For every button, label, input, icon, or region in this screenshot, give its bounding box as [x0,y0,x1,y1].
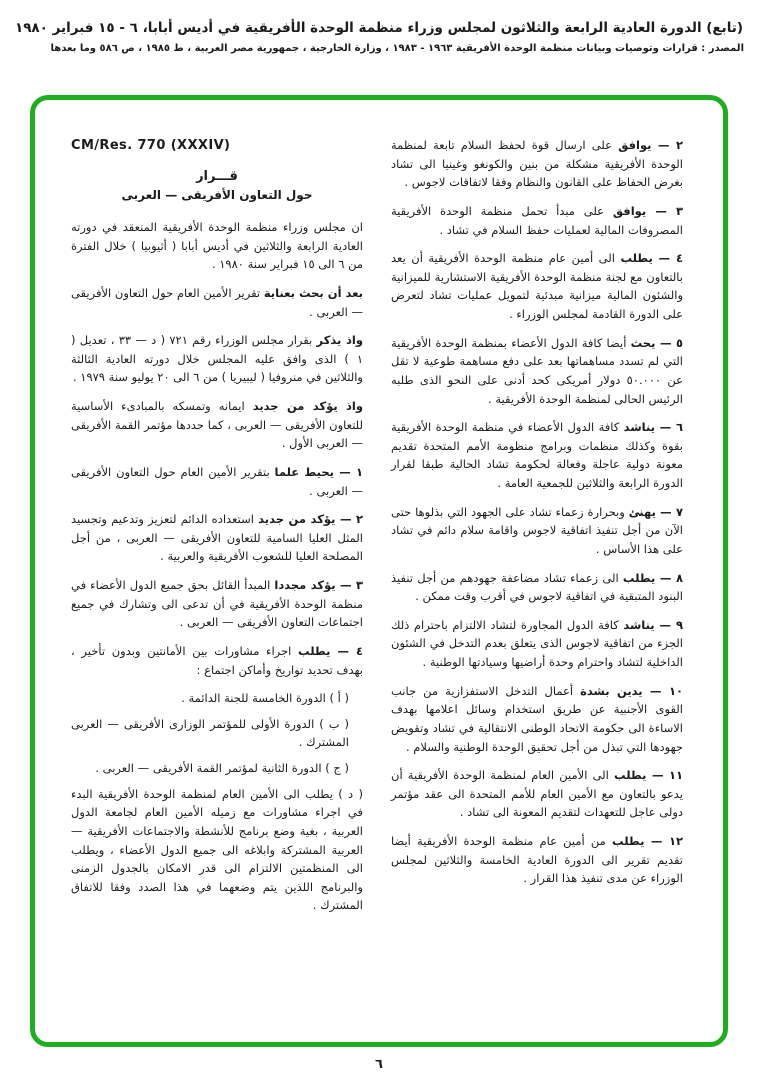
resolution-clause [71,510,363,566]
clause-text: الى الأمين العام لمنظمة الوحدة الأفريقية أن يدعو بالتعاون مع الأمين العام للأمم المتحدة الى عقد مؤتمر دولى عاجل للتعهدات لتقديم المعونة الى تشاد . [391,768,683,820]
clause-lead: ٩ — يناشد [623,617,683,632]
clause-text: ( ج ) الدورة الثانية لمؤتمر القمة الأفريقى — العربى . [95,761,349,775]
resolution-clause [71,642,363,679]
resolution-clause [71,397,363,453]
clause-text: على ارسال قوة لحفظ السلام تابعة لمنظمة الوحدة الأفريقية مشكلة من بنين والكونغو وغينيا الى تشاد بغرض الحفاظ على القانون والنظام وفقا لاتفاقات لاجوس . [391,138,683,190]
clause-text: ( أ ) الدورة الخامسة للجنة الدائمة . [181,691,349,706]
resolution-clause [71,284,363,321]
header-source-line: المصدر : قرارات وتوصيات وبيانات منظمة الوحدة الأفريقية ١٩٦٣ - ١٩٨٣ ، وزارة الخارجية ، جمهورية مصر العربية ، ط ١٩٨٥ ، ص ٥٨٦ وما بعدها [50,43,744,54]
resolution-clause [391,249,683,324]
clause-text: اجراء مشاورات بين الأمانتين وبدون تأخير ، بهدف تحديد تواريخ وأماكن اجتماع : [71,643,363,677]
clause-lead: ١٠ — يدين بشدة [580,683,683,698]
clause-text: المبدأ القائل بحق جميع الدول الأعضاء في منظمة الوحدة الأفريقية في أن تدعى الى وتشارك في جميع اجتماعات التعاون الأفريقى — العربى . [71,578,363,630]
clause-text: استعداده الدائم لتعزيز وتدعيم وتجسيد المثل العليا السامية للتعاون الأفريقى — العربى ، من أجل المصلحة العليا للشعوب الأفريقية والعربية . [71,512,363,564]
header-session-title: (تابع) الدورة العادية الرابعة والثلاثون لمجلس وزراء منظمة الوحدة الأفريقية في أديس أبابا، ٦ - ١٥ فبراير ١٩٨٠ [14,20,744,36]
clause-lead: ٣ — يؤكد مجددا [274,578,364,592]
resolution-clause [391,136,683,192]
resolution-clause [71,576,363,632]
left-column-resolution-770 [71,136,363,1024]
resolution-clause [391,418,683,493]
clause-lead: ٣ — يوافق [612,203,683,218]
clause-lead: ٢ — يؤكد من جديد [258,512,364,527]
clause-lead: ١١ — يطلب [614,768,684,783]
resolution-clause [391,766,683,822]
clause-lead: ٤ — يطلب [620,251,683,266]
resolution-clause [71,331,363,387]
clause-text: ( د ) يطلب الى الأمين العام لمنظمة الوحدة الأفريقية البدء في اجراء مشاورات مع زميله الأمين العام لجامعة الدول العربية ، بغية وضع برنامج للأنشطة والاجتماعات الأفريقية — العربية المشتركة وابلاغه الى جميع الدول الأعضاء ، ويطلب الى المنظمتين الالتزام الى قدر الامكان بالجدول الزمنى والبرنامج اللذين يتم وضعهما في هذا الصدد وفقا للاتفاق المشترك . [71,786,363,913]
resolution-clause [391,503,683,559]
resolution-clause [391,682,683,757]
resolution-clause [391,616,683,672]
clause-lead: ٦ — يناشد [623,420,683,435]
resolution-clause [71,218,363,274]
clause-text: ان مجلس وزراء منظمة الوحدة الأفريقية المنعقد في دورته العادية الرابعة والثلاثين في أديس أبابا ( أثيوبيا ) خلال الفترة من ٦ الى ١٥ فبراير سنة ١٩٨٠ . [71,220,363,272]
clause-lead: ٨ — يطلب [622,570,683,585]
resolution-clause [391,334,683,409]
clause-lead: ٤ — يطلب [298,643,364,658]
clause-text: ايمانه وتمسكه بالمبادىء الأساسية للتعاون الأفريقى — العربى ، كما حددها مؤتمر القمة الأفريقى — العربى الأول . [71,399,363,451]
clause-lead: واذ يؤكد من جديد [252,399,363,413]
right-column-resolution-continuation [391,136,683,1024]
clause-text: من أمين عام منظمة الوحدة الأفريقية أيضا تقديم تقرير الى الدورة العادية الخامسة والثلاثين لمجلس الوزراء عن مدى تنفيذ هذا القرار . [391,834,683,886]
clause-text: تقرير الأمين العام حول التعاون الأفريقى — العربى . [71,285,363,319]
resolution-title: قـــرار [196,169,238,184]
clause-text: بتقرير الأمين العام حول التعاون الأفريقى — العربى . [71,464,363,498]
clause-text: كافة الدول المجاورة لتشاد الالتزام باحترام ذلك الجزء من اتفاقية لاجوس الذى يتعلق بعدم التدخل في الشئون الداخلية لتشاد واحترام وحدة أراضيها وسيادتها الوطنية . [391,617,683,669]
resolution-subclause [71,759,363,778]
resolution-clause [391,832,683,888]
clause-lead: ٧ — يهنئ [628,504,683,519]
page-number: ٦ [375,1057,383,1072]
clause-lead: واذ يذكر [316,333,363,348]
clause-text: على مبدأ تحمل منظمة الوحدة الأفريقية المصروفات المالية لعمليات حفظ السلام في تشاد . [391,203,683,237]
clause-text: ( ب ) الدورة الأولى للمؤتمر الوزارى الأفريقى — العربى المشترك . [71,716,349,750]
resolution-clause [391,569,683,606]
resolution-subclause [71,689,363,708]
clause-lead: بعد أن بحث بعناية [263,285,363,300]
clause-text: كافة الدول الأعضاء في منظمة الوحدة الأفريقية بقوة وكذلك منظمات وبرامج منظومة الأمم المتحدة تقديم معونة دولية عاجلة وفعالة لحكومة تشاد الحالية طبقا لقرار الدورة الرابعة والثلاثين للجمعية العامة . [391,420,683,490]
clause-text: الى زعماء تشاد مضاعفة جهودهم من أجل تنفيذ البنود المتبقية في اتفاقية لاجوس في أقرب وقت ممكن . [391,570,683,604]
clause-lead: ١٢ — يطلب [612,834,683,848]
green-border-frame [30,95,728,1047]
resolution-clause [391,202,683,239]
clause-lead: ٥ — يحث [630,335,684,350]
clause-lead: ١ — يحيط علما [274,464,363,479]
page-header [14,20,744,54]
resolution-subtitle: حول التعاون الأفريقى — العربى [121,188,313,202]
clause-text: وبحرارة زعماء تشاد على الجهود التي بذلوها حتى الآن من أجل تنفيذ اتفاقية لاجوس واقامة سلام دائم في تشاد على هذا الأساس . [391,504,683,556]
clause-text: أعمال التدخل الاستفزازية من جانب القوى الأجنبية عن طريق استخدام وسائل اعلامها بهدف الاساءة الى حكومة الاتحاد الوطنى الانتقالية في تشاد وتقويض جهودها التي تبذل من أجل تحقيق الوحدة الوطنية والسلام . [391,683,683,754]
resolution-subclause [71,715,363,752]
clause-lead: ٢ — يوافق [618,138,684,152]
document-reference: CM/Res. 770 (XXXIV) [71,138,231,153]
clause-text: بقرار مجلس الوزراء رقم ٧٢١ ( د — ٣٣ ، تعديل ( ١ ) الذى وافق عليه المجلس خلال دورته العادية الثالثة والثلاثين في منروفيا ( ليبيريا ) من ٦ الى ٢٠ يوليو سنة ١٩٧٩ . [71,333,363,385]
resolution-clause [71,463,363,500]
clause-text: أيضا كافة الدول الأعضاء بمنظمة الوحدة الأفريقية التي لم تسدد مساهماتها بعد على دفع مساهمة طوعية لا تقل عن ٥٠.٠٠٠ دولار أمريكى كحد أدنى على النحو الذى طلبه الرئيس الحالى لمنظمة الوحدة الأفريقية . [391,335,683,406]
resolution-clause [71,785,363,915]
clause-text: الى أمين عام منظمة الوحدة الأفريقية أن يعد بالتعاون مع لجنة منظمة الوحدة الأفريقية الاستشارية للميزانية والشئون المالية ميزانية مبدئية لتمويل عمليات تشاد لتعرض على الدورة القادمة لمجلس الوزراء . [391,251,683,321]
two-column-layout [71,136,683,1024]
